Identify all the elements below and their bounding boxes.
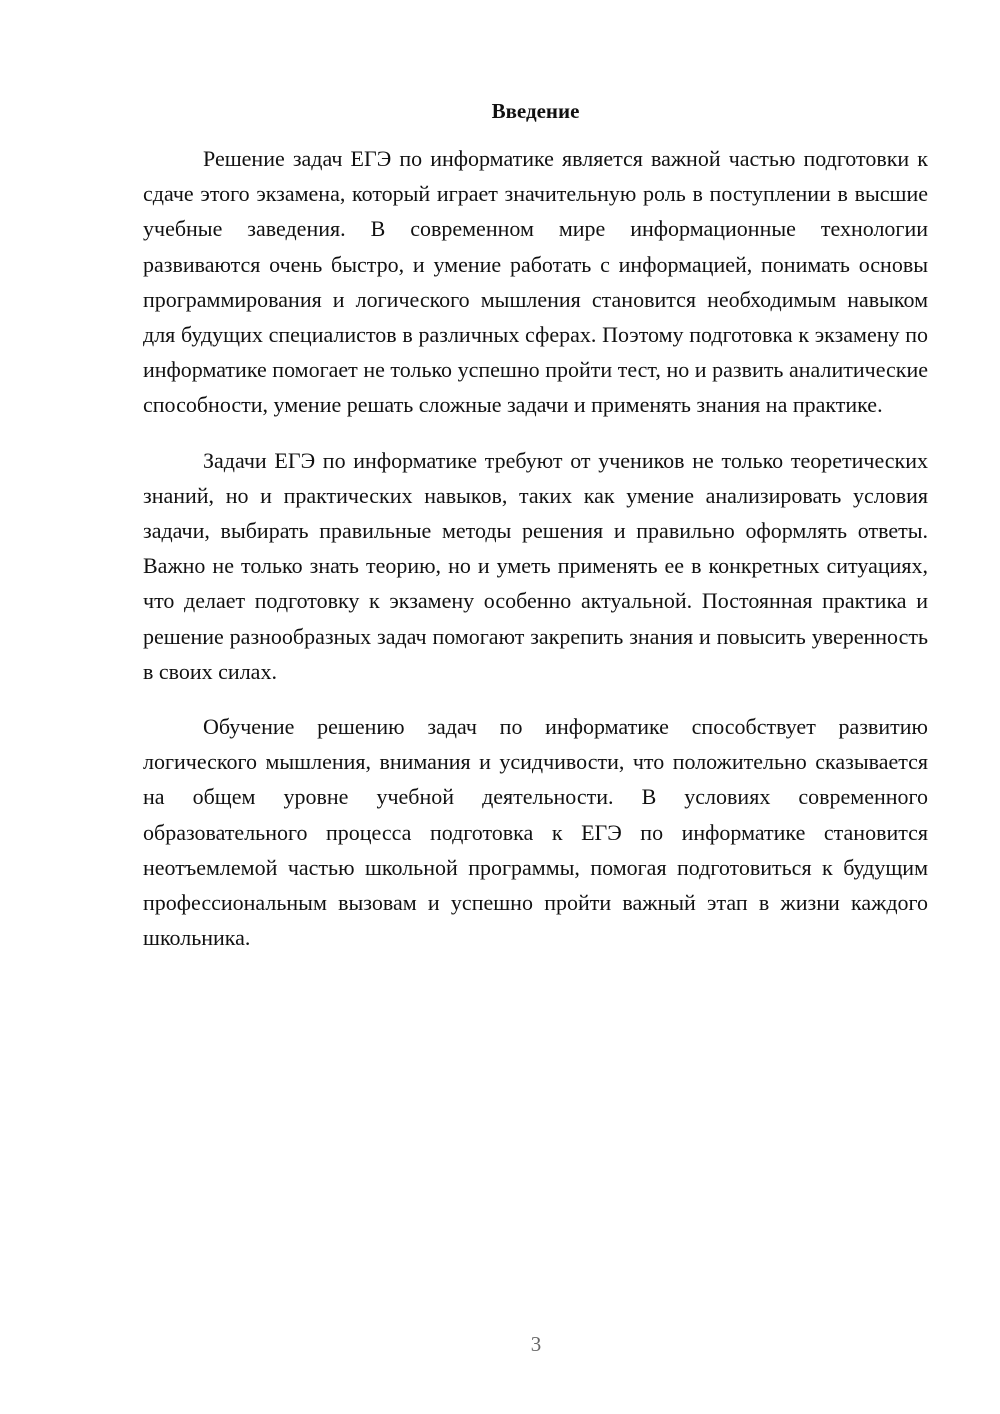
page-number: 3 [530,1332,542,1356]
section-heading: Введение [491,99,580,123]
paragraph-1: Решение задач ЕГЭ по информатике является важной частью подготовки к сдаче этого экзамена, который играет значительную роль в поступлении в высшие учебные заведения. В современном мире информационные технологии развиваются очень быстро, и умение работать с информацией, понимать основы программирования и логического мышления становится необходимым навыком для будущих специалистов в различных сферах. Поэтому подготовка к экзамену по информатике помогает не только успешно пройти тест, но и развить аналитические способности, умение решать сложные задачи и применять знания на практике. [143,146,928,418]
paragraph-2: Задачи ЕГЭ по информатике требуют от учеников не только теоретических знаний, но и практических навыков, таких как умение анализировать условия задачи, выбирать правильные методы решения и правильно оформлять ответы. Важно не только знать теорию, но и уметь применять ее в конкретных ситуациях, что делает подготовку к экзамену особенно актуальной. Постоянная практика и решение разнообразных задач помогают закрепить знания и повысить уверенность в своих силах. [143,447,928,684]
body-text [143,141,928,975]
paragraph-3: Обучение решению задач по информатике способствует развитию логического мышления, внимания и усидчивости, что положительно сказывается на общем уровне учебной деятельности. В условиях современного образовательного процесса подготовка к ЕГЭ по информатике становится неотъемлемой частью школьной программы, помогая подготовиться к будущим профессиональным вызовам и успешно пройти важный этап в жизни каждого школьника. [143,714,928,951]
